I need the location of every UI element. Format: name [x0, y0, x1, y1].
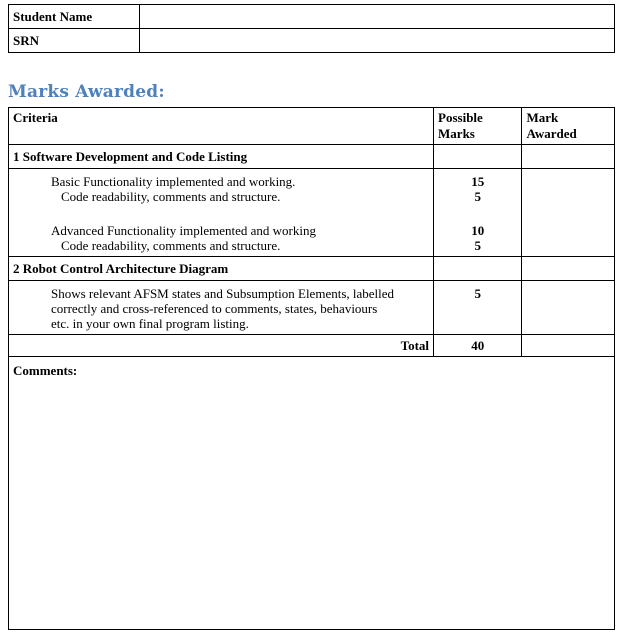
- srn-label: SRN: [9, 29, 140, 53]
- possible-marks-header: [434, 108, 522, 145]
- possible-mark: 5: [474, 189, 481, 204]
- criteria-item: Code readability, comments and structure.: [61, 238, 281, 253]
- criteria-item: Code readability, comments and structure.: [61, 189, 281, 204]
- total-value: 40: [434, 335, 522, 357]
- srn-field[interactable]: [140, 29, 615, 53]
- section2-criteria-cell: [9, 281, 434, 335]
- criteria-item: Basic Functionality implemented and working.: [51, 174, 296, 189]
- criteria-item: correctly and cross-referenced to comments, states, behaviours: [51, 301, 378, 316]
- comments-field[interactable]: [9, 357, 615, 630]
- comments-label: Comments:: [13, 363, 78, 378]
- comments-row: [9, 357, 615, 630]
- total-label: Total: [9, 335, 434, 357]
- section1-items-row: [9, 169, 615, 257]
- student-name-label: Student Name: [9, 5, 140, 29]
- possible-mark: 5: [474, 238, 481, 253]
- criteria-item: etc. in your own final program listing.: [51, 316, 249, 331]
- section2-items-row: [9, 281, 615, 335]
- header-row: [9, 108, 615, 145]
- section1-row: [9, 145, 615, 169]
- total-awarded-field[interactable]: [522, 335, 615, 357]
- criteria-header: [9, 108, 434, 145]
- section1-possible-cell: [434, 145, 522, 169]
- section2-awarded-cell[interactable]: [522, 257, 615, 281]
- section2-title: 2 Robot Control Architecture Diagram: [9, 257, 434, 281]
- section1-awarded-cell[interactable]: [522, 145, 615, 169]
- section1-mark-awarded-field[interactable]: [522, 169, 615, 257]
- awarded-header-line1: Mark: [526, 110, 559, 125]
- section1-title: 1 Software Development and Code Listing: [9, 145, 434, 169]
- marks-awarded-heading: Marks Awarded:: [8, 82, 165, 102]
- section2-possible-marks: [434, 281, 522, 335]
- criteria-item: Shows relevant AFSM states and Subsumption Elements, labelled: [51, 286, 395, 301]
- possible-mark: 5: [474, 286, 481, 301]
- spacer: [436, 204, 519, 223]
- section2-row: [9, 257, 615, 281]
- possible-mark: 15: [471, 174, 485, 189]
- mark-awarded-header: [522, 108, 615, 145]
- section2-possible-cell: [434, 257, 522, 281]
- student-info-table: [8, 4, 615, 53]
- possible-header-line2: Marks: [438, 126, 475, 141]
- criteria-item: Advanced Functionality implemented and working: [51, 223, 316, 238]
- criteria-header-text: Criteria: [13, 110, 58, 125]
- srn-row: [9, 29, 615, 53]
- section2-mark-awarded-field[interactable]: [522, 281, 615, 335]
- total-row: [9, 335, 615, 357]
- possible-mark: 10: [471, 223, 485, 238]
- section1-possible-marks: [434, 169, 522, 257]
- possible-header-line1: Possible: [438, 110, 483, 125]
- marks-table: [8, 107, 615, 630]
- spacer: [13, 204, 429, 223]
- section1-criteria-cell: [9, 169, 434, 257]
- awarded-header-line2: Awarded: [526, 126, 577, 141]
- student-name-field[interactable]: [140, 5, 615, 29]
- student-name-row: [9, 5, 615, 29]
